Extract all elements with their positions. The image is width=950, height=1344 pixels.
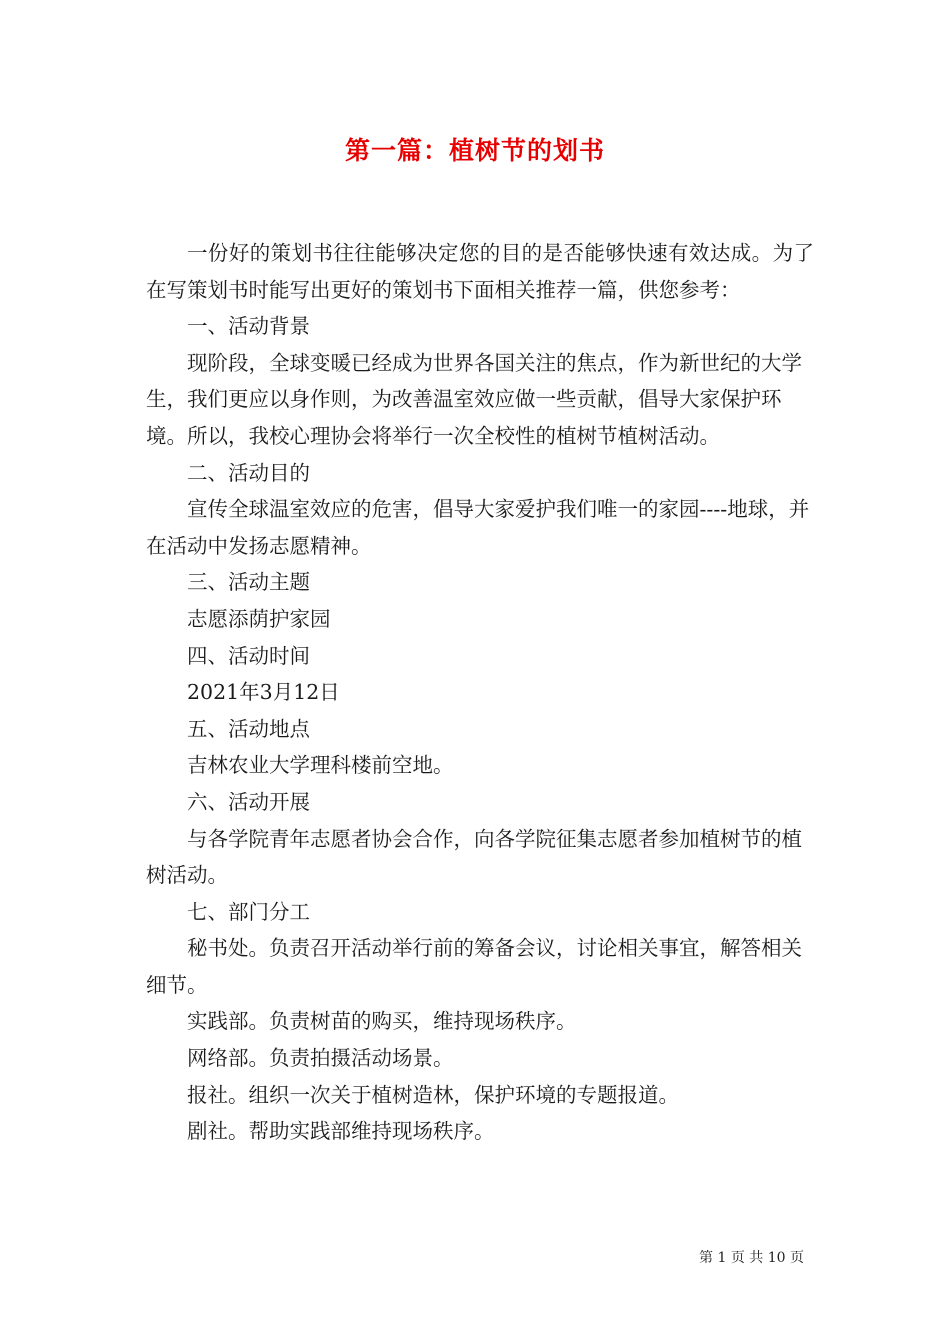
section-heading-purpose: 二、活动目的 bbox=[187, 460, 310, 485]
section-heading-theme: 三、活动主题 bbox=[187, 570, 310, 595]
section-paragraph: 秘书处。负责召开活动举行前的筹备会议，讨论相关事宜，解答相关细节。 bbox=[146, 936, 802, 997]
intro-paragraph: 一份好的策划书往往能够决定您的目的是否能够快速有效达成。为了在写策划书时能写出更好的策划书下面相关推荐一篇，供您参考： bbox=[146, 241, 814, 302]
section-paragraph: 剧社。帮助实践部维持现场秩序。 bbox=[187, 1119, 495, 1144]
section-paragraph: 报社。组织一次关于植树造林，保护环境的专题报道。 bbox=[187, 1082, 679, 1107]
section-heading-division: 七、部门分工 bbox=[187, 899, 310, 924]
section-heading-location: 五、活动地点 bbox=[187, 716, 310, 741]
section-heading-implementation: 六、活动开展 bbox=[187, 789, 310, 814]
section-paragraph: 现阶段，全球变暖已经成为世界各国关注的焦点，作为新世纪的大学生，我们更应以身作则，为改善温室效应做一些贡献，倡导大家保护环境。所以，我校心理协会将举行一次全校性的植树节植树活动。 bbox=[146, 350, 802, 448]
section-paragraph: 实践部。负责树苗的购买，维持现场秩序。 bbox=[187, 1009, 577, 1034]
page-number-footer: 第 1 页 共 10 页 bbox=[699, 1250, 804, 1266]
section-heading-time: 四、活动时间 bbox=[187, 643, 310, 668]
section-paragraph: 吉林农业大学理科楼前空地。 bbox=[187, 753, 454, 778]
section-paragraph: 网络部。负责拍摄活动场景。 bbox=[187, 1046, 454, 1071]
section-heading-background: 一、活动背景 bbox=[187, 314, 310, 339]
section-paragraph: 宣传全球温室效应的危害，倡导大家爱护我们唯一的家园----地球，并在活动中发扬志愿精神。 bbox=[146, 497, 810, 558]
section-paragraph: 2021年3月12日 bbox=[187, 680, 340, 705]
section-paragraph: 与各学院青年志愿者协会合作，向各学院征集志愿者参加植树节的植树活动。 bbox=[146, 826, 802, 888]
document-title: 第一篇：植树节的划书 bbox=[344, 136, 605, 165]
section-paragraph: 志愿添荫护家园 bbox=[187, 606, 331, 631]
document-body bbox=[146, 235, 814, 1150]
